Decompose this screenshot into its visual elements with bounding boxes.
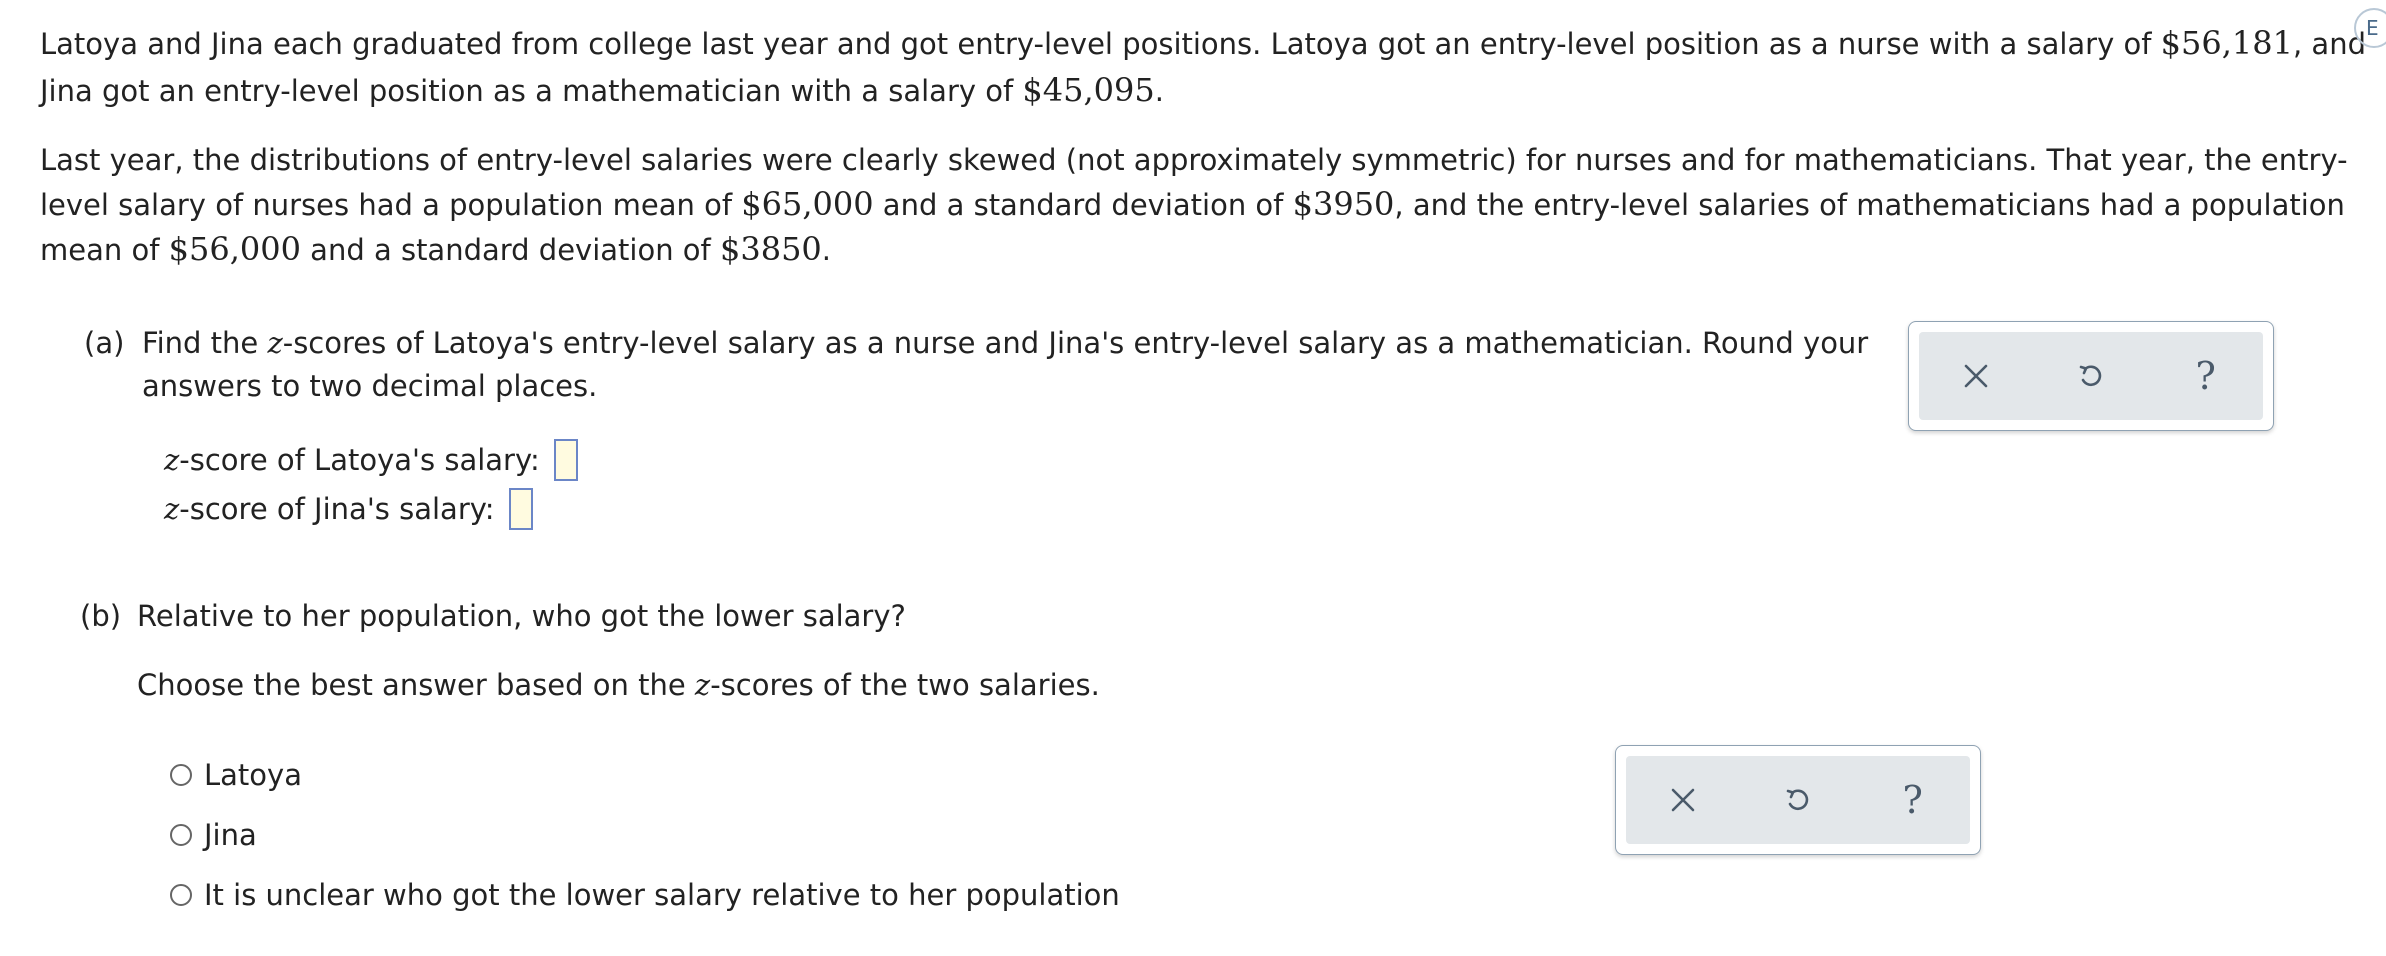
- part-b-instruction-b: -scores of the two salaries.: [710, 668, 1100, 702]
- jina-zscore-row: [164, 490, 533, 532]
- radio-button[interactable]: [170, 824, 192, 846]
- intro-p2-line-3: [40, 227, 2350, 272]
- radio-button[interactable]: [170, 884, 192, 906]
- nurse-sd-value: $3950: [1292, 185, 1395, 223]
- help-icon: ?: [1902, 778, 1923, 822]
- close-icon: [1963, 363, 1989, 389]
- part-a-prompt-line-1: [142, 326, 1868, 360]
- option-unclear[interactable]: [170, 878, 1120, 912]
- latoya-zscore-row: [164, 441, 578, 483]
- intro-p2-text-3c: .: [821, 233, 831, 267]
- undo-icon: [2076, 361, 2106, 391]
- intro-p1-line-2: [40, 67, 2350, 114]
- part-a-z-symbol: z: [267, 326, 283, 360]
- intro-p2-line-2: [40, 182, 2350, 227]
- jina-zscore-input[interactable]: [509, 488, 533, 530]
- part-b-instruction-a: Choose the best answer based on the: [137, 668, 695, 702]
- part-a-prompt-line-2: answers to two decimal places.: [142, 369, 598, 403]
- option-label: Jina: [204, 818, 257, 852]
- part-b-toolbar: [1615, 745, 1981, 855]
- jina-zscore-z: z: [164, 492, 180, 526]
- intro-p2-text-2a: level salary of nurses had a population mean of: [40, 188, 742, 222]
- math-sd-value: $3850: [719, 230, 822, 268]
- intro-p2-line-1: Last year, the distributions of entry-level salaries were clearly skewed (not approximately symmetric) for nurses and for mathematicians. That year, the entry-: [40, 143, 2348, 177]
- part-a-toolbar: [1908, 321, 2274, 431]
- option-latoya[interactable]: [170, 758, 302, 792]
- part-a-prompt-a: Find the: [142, 326, 268, 360]
- close-icon: [1670, 787, 1696, 813]
- intro-p1-line-1: [40, 20, 2366, 67]
- part-a-clear-button[interactable]: [1946, 346, 2006, 406]
- latoya-zscore-z: z: [164, 443, 180, 477]
- jina-salary-value: $45,095: [1022, 71, 1155, 109]
- part-b-undo-button[interactable]: [1768, 770, 1828, 830]
- intro-p1-text-2: Jina got an entry-level position as a mathematician with a salary of: [40, 74, 1023, 108]
- latoya-salary-value: $56,181: [2160, 24, 2293, 62]
- latoya-zscore-input[interactable]: [554, 439, 578, 481]
- jina-zscore-label: -score of Jina's salary:: [179, 492, 495, 526]
- intro-p2-text-3a: mean of: [40, 233, 169, 267]
- latoya-zscore-label: -score of Latoya's salary:: [179, 443, 540, 477]
- intro-p1-tail-2: .: [1154, 74, 1164, 108]
- intro-p2-text-3b: and a standard deviation of: [300, 233, 720, 267]
- part-b-help-button[interactable]: [1883, 770, 1943, 830]
- part-a-toolbar-inner: [1919, 332, 2263, 420]
- intro-p1-text-1: Latoya and Jina each graduated from college last year and got entry-level positions. Latoya got an entry-level position as a nurse with a salary of: [40, 27, 2161, 61]
- part-a-prompt-b: -scores of Latoya's entry-level salary as a nurse and Jina's entry-level salary as a mathematician. Round your: [282, 326, 1869, 360]
- part-b-instruction: [137, 668, 1100, 702]
- nurse-mean-value: $65,000: [741, 185, 874, 223]
- intro-p2-text-2c: , and the entry-level salaries of mathematicians had a population: [1394, 188, 2345, 222]
- undo-icon: [1783, 785, 1813, 815]
- intro-p1-tail-1: , and: [2292, 27, 2366, 61]
- part-b-toolbar-inner: [1626, 756, 1970, 844]
- intro-paragraph-1: [40, 20, 2366, 114]
- corner-badge[interactable]: E: [2354, 8, 2386, 48]
- part-a-marker: (a): [84, 326, 125, 360]
- part-b-z-symbol: z: [694, 668, 711, 702]
- intro-p2-text-2b: and a standard deviation of: [873, 188, 1293, 222]
- part-a-undo-button[interactable]: [2061, 346, 2121, 406]
- part-b-clear-button[interactable]: [1653, 770, 1713, 830]
- part-a-help-button[interactable]: [2176, 346, 2236, 406]
- help-icon: ?: [2195, 354, 2216, 398]
- part-b-question: Relative to her population, who got the lower salary?: [137, 599, 906, 633]
- radio-button[interactable]: [170, 764, 192, 786]
- intro-paragraph-2: [40, 138, 2350, 272]
- option-label: Latoya: [204, 758, 302, 792]
- math-mean-value: $56,000: [168, 230, 301, 268]
- option-label: It is unclear who got the lower salary relative to her population: [204, 878, 1120, 912]
- option-jina[interactable]: [170, 818, 257, 852]
- part-b-marker: (b): [80, 599, 122, 633]
